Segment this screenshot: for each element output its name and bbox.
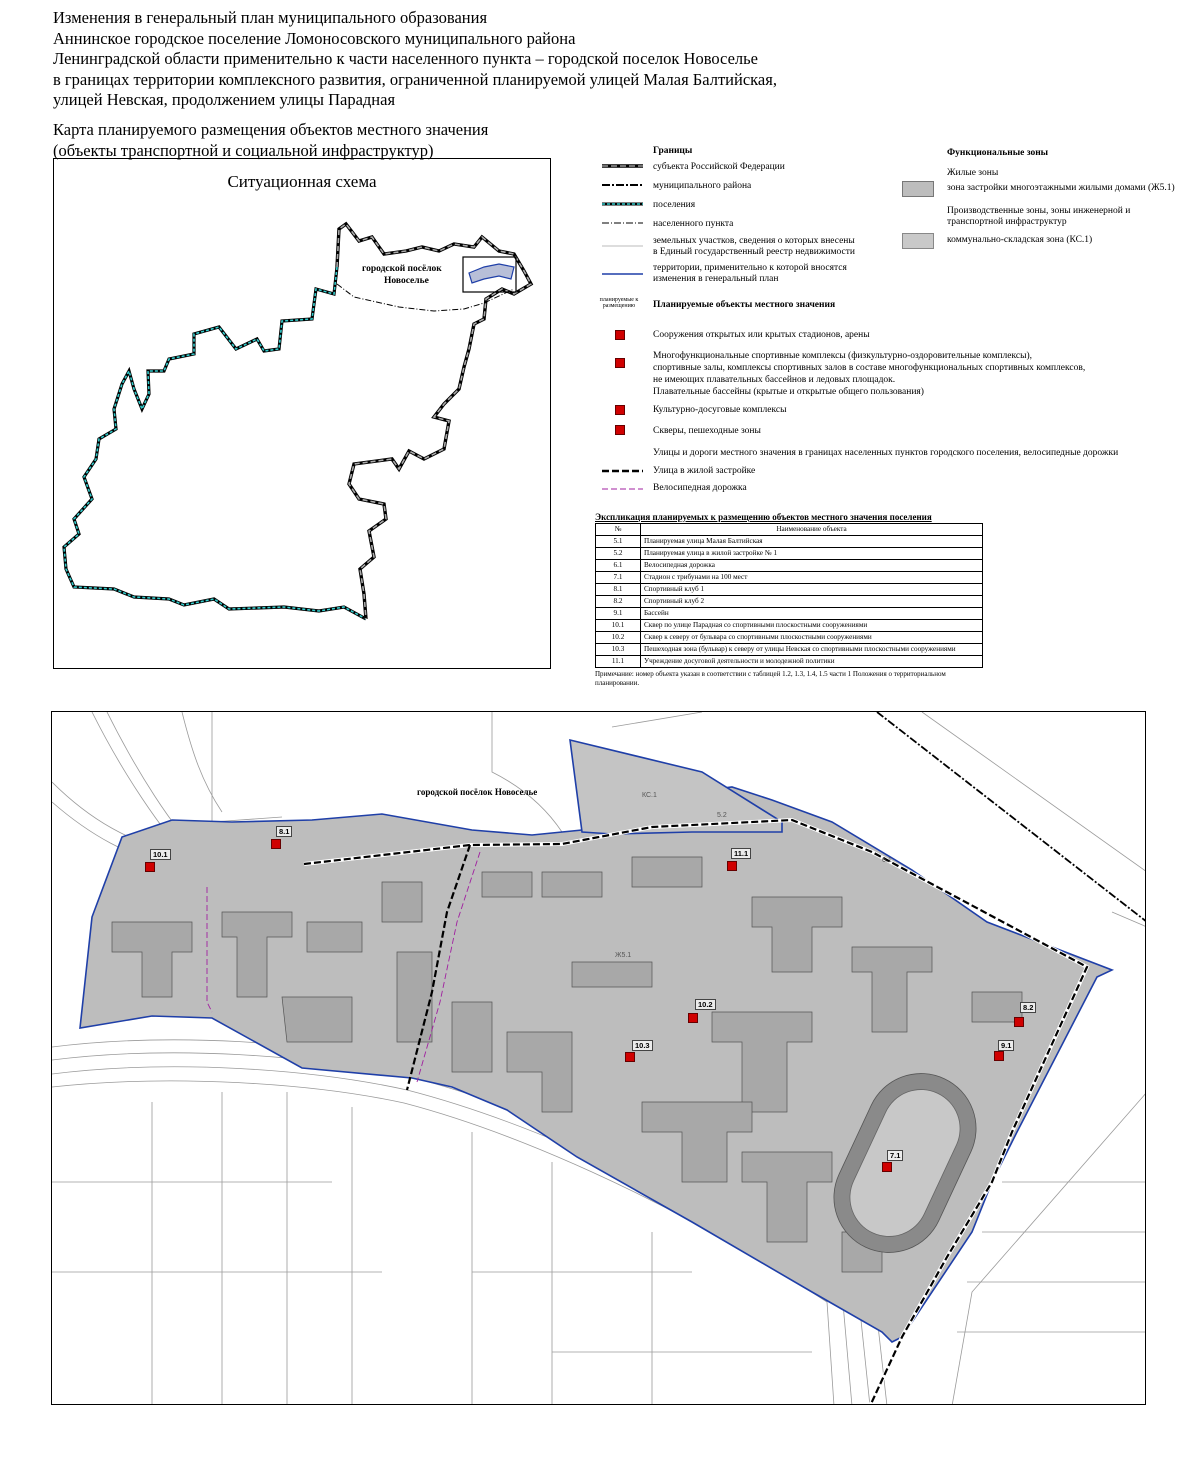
legend-objects-heading: Планируемые объекты местного значения	[653, 300, 836, 310]
zone-label-ks1: КС.1	[642, 792, 657, 799]
street-label-5-2: 5.2	[717, 812, 727, 819]
cultural-complex-icon	[727, 861, 737, 871]
situation-title: Ситуационная схема	[227, 172, 377, 191]
legend-borders-heading: Границы	[653, 146, 693, 156]
legend-object-2: Многофункциональные спортивные комплексы (физкультурно-оздоровительные комплексы),	[653, 351, 1033, 361]
situation-place-label-2: Новоселье	[384, 276, 429, 286]
legend-border-2: муниципального района	[653, 181, 752, 191]
legend-street-2: Велосипедная дорожка	[653, 483, 747, 493]
header-name: Наименование объекта	[641, 524, 983, 536]
table-row: 5.2 Планируемая улица в жилой застройке № 1	[596, 548, 983, 560]
bike-label-6-1: 6.1	[882, 857, 892, 864]
legend-border-5b: в Единый государственный реестр недвижимости	[653, 247, 855, 257]
object-label-9-1: 9.1	[998, 1040, 1014, 1051]
object-label-10-1: 10.1	[150, 849, 171, 860]
table-row: 7.1 Стадион с трибунами на 100 мест	[596, 572, 983, 584]
residential-zone-swatch	[902, 181, 934, 197]
sports-complex-icon	[271, 839, 281, 849]
map-subtitle	[53, 120, 488, 161]
legend-zones-heading: Функциональные зоны	[947, 148, 1049, 158]
legend-border-symbols	[600, 160, 645, 295]
legend-border-1: субъекта Российской Федерации	[653, 162, 785, 172]
legend-street-symbols	[600, 465, 645, 495]
subtitle-line: Карта планируемого размещения объектов местного значения	[53, 120, 489, 139]
table-header	[596, 524, 983, 536]
legend-zone-2: коммунально-складская зона (КС.1)	[947, 235, 1093, 245]
square-icon	[688, 1013, 698, 1023]
explication-title: Экспликация планируемых к размещению объектов местного значения поселения	[595, 512, 932, 522]
legend-object-3: Культурно-досуговые комплексы	[653, 405, 787, 415]
table-row: 6.1 Велосипедная дорожка	[596, 560, 983, 572]
legend-border-6b: изменения в генеральный план	[653, 274, 779, 284]
page-title	[53, 8, 777, 111]
table-row: 10.1 Сквер по улице Парадная со спортивными плоскостными сооружениями	[596, 620, 983, 632]
legend-object-2b: спортивные залы, комплексы спортивных залов в составе многофункциональных спортивных комплексов,	[653, 363, 1086, 373]
zone-label-j51: Ж5.1	[615, 952, 632, 959]
subtitle-line: (объекты транспортной и социальной инфраструктур)	[53, 140, 434, 160]
residential-zone-j51	[80, 787, 1112, 1342]
legend-street-1: Улица в жилой застройке	[653, 466, 756, 476]
title-line: Ленинградской области применительно к части населенного пункта – городской поселок Новоселье	[53, 49, 758, 68]
header-number: №	[596, 524, 641, 536]
legend-object-4: Скверы, пешеходные зоны	[653, 426, 761, 436]
legend-object-2c: не имеющих плавательных бассейнов и ледовых площадок.	[653, 375, 896, 385]
explication	[595, 512, 983, 688]
explication-table	[595, 523, 983, 668]
industrial-zone-ks1	[570, 740, 782, 834]
legend-object-1: Сооружения открытых или крытых стадионов, арены	[653, 330, 870, 340]
situation-map-graphic	[54, 159, 552, 670]
legend-zone-group-1: Жилые зоны	[947, 168, 999, 178]
title-line: Аннинское городское поселение Ломоносовского муниципального района	[53, 28, 576, 48]
square-icon	[615, 425, 625, 435]
object-label-8-1: 8.1	[276, 826, 292, 837]
table-row: 8.2 Спортивный клуб 2	[596, 596, 983, 608]
title-line: Изменения в генеральный план муниципального образования	[53, 8, 488, 27]
legend-border-5: земельных участков, сведения о которых внесены	[653, 236, 855, 246]
object-label-10-3: 10.3	[632, 1040, 653, 1051]
legend-planned-label: планируемые к размещению	[599, 297, 639, 309]
main-map	[51, 711, 1146, 1405]
square-icon	[625, 1052, 635, 1062]
legend-zone-group-2: Производственные зоны, зоны инженерной и	[947, 206, 1131, 216]
object-label-7-1: 7.1	[887, 1150, 903, 1161]
title-line: улицей Невская, продолжением улицы Парадная	[53, 90, 396, 109]
table-row: 11.1 Учреждение досуговой деятельности и молодежной политики	[596, 656, 983, 668]
legend-streets-heading: Улицы и дороги местного значения в границах населенных пунктов городского поселения, велосипедные дорожки	[653, 448, 1119, 458]
stadium-icon	[615, 330, 625, 340]
map-legend	[595, 140, 1175, 500]
federal-border	[337, 224, 531, 619]
table-row: 9.1 Бассейн	[596, 608, 983, 620]
pool-icon	[994, 1051, 1004, 1061]
legend-object-2d: Плавательные бассейны (крытые и открытые общего пользования)	[653, 387, 924, 397]
sports-complex-icon	[615, 358, 625, 368]
table-row: 8.1 Спортивный клуб 1	[596, 584, 983, 596]
sports-complex-icon	[1014, 1017, 1024, 1027]
situation-place-label-1: городской посёлок	[362, 264, 442, 274]
settlement-border	[64, 267, 366, 619]
table-row: 10.3 Пешеходная зона (бульвар) к северу от улицы Невская со спортивными плоскостными сооружениями	[596, 644, 983, 656]
legend-border-6: территории, применительно к которой вносятся	[653, 263, 847, 273]
table-row: 5.1 Планируемая улица Малая Балтийская	[596, 536, 983, 548]
object-label-8-2: 8.2	[1020, 1002, 1036, 1013]
square-icon	[145, 862, 155, 872]
object-label-10-2: 10.2	[695, 999, 716, 1010]
title-line: в границах территории комплексного развития, ограниченной планируемой улицей Малая Балтийская,	[53, 69, 777, 89]
legend-border-4: населенного пункта	[653, 219, 734, 229]
legend-zone-group-2b: транспортной инфраструктур	[947, 217, 1067, 227]
explication-note: Примечание: номер объекта указан в соответствии с таблицей 1.2, 1.3, 1.4, 1.5 части 1 Положения о территориальном планировании.	[595, 670, 946, 687]
main-map-graphic	[52, 712, 1146, 1405]
cultural-complex-icon	[615, 405, 625, 415]
situation-scheme	[53, 158, 551, 669]
map-place-label: городской посёлок Новоселье	[417, 787, 538, 797]
industrial-zone-swatch	[902, 233, 934, 249]
legend-border-3: поселения	[653, 200, 696, 210]
table-row: 10.2 Сквер к северу от бульвара со спортивными плоскостными сооружениями	[596, 632, 983, 644]
territory-area	[469, 264, 514, 283]
stadium-icon	[882, 1162, 892, 1172]
legend-zone-1: зона застройки многоэтажными жилыми домами (Ж5.1)	[947, 183, 1175, 193]
object-label-11-1: 11.1	[731, 848, 751, 859]
